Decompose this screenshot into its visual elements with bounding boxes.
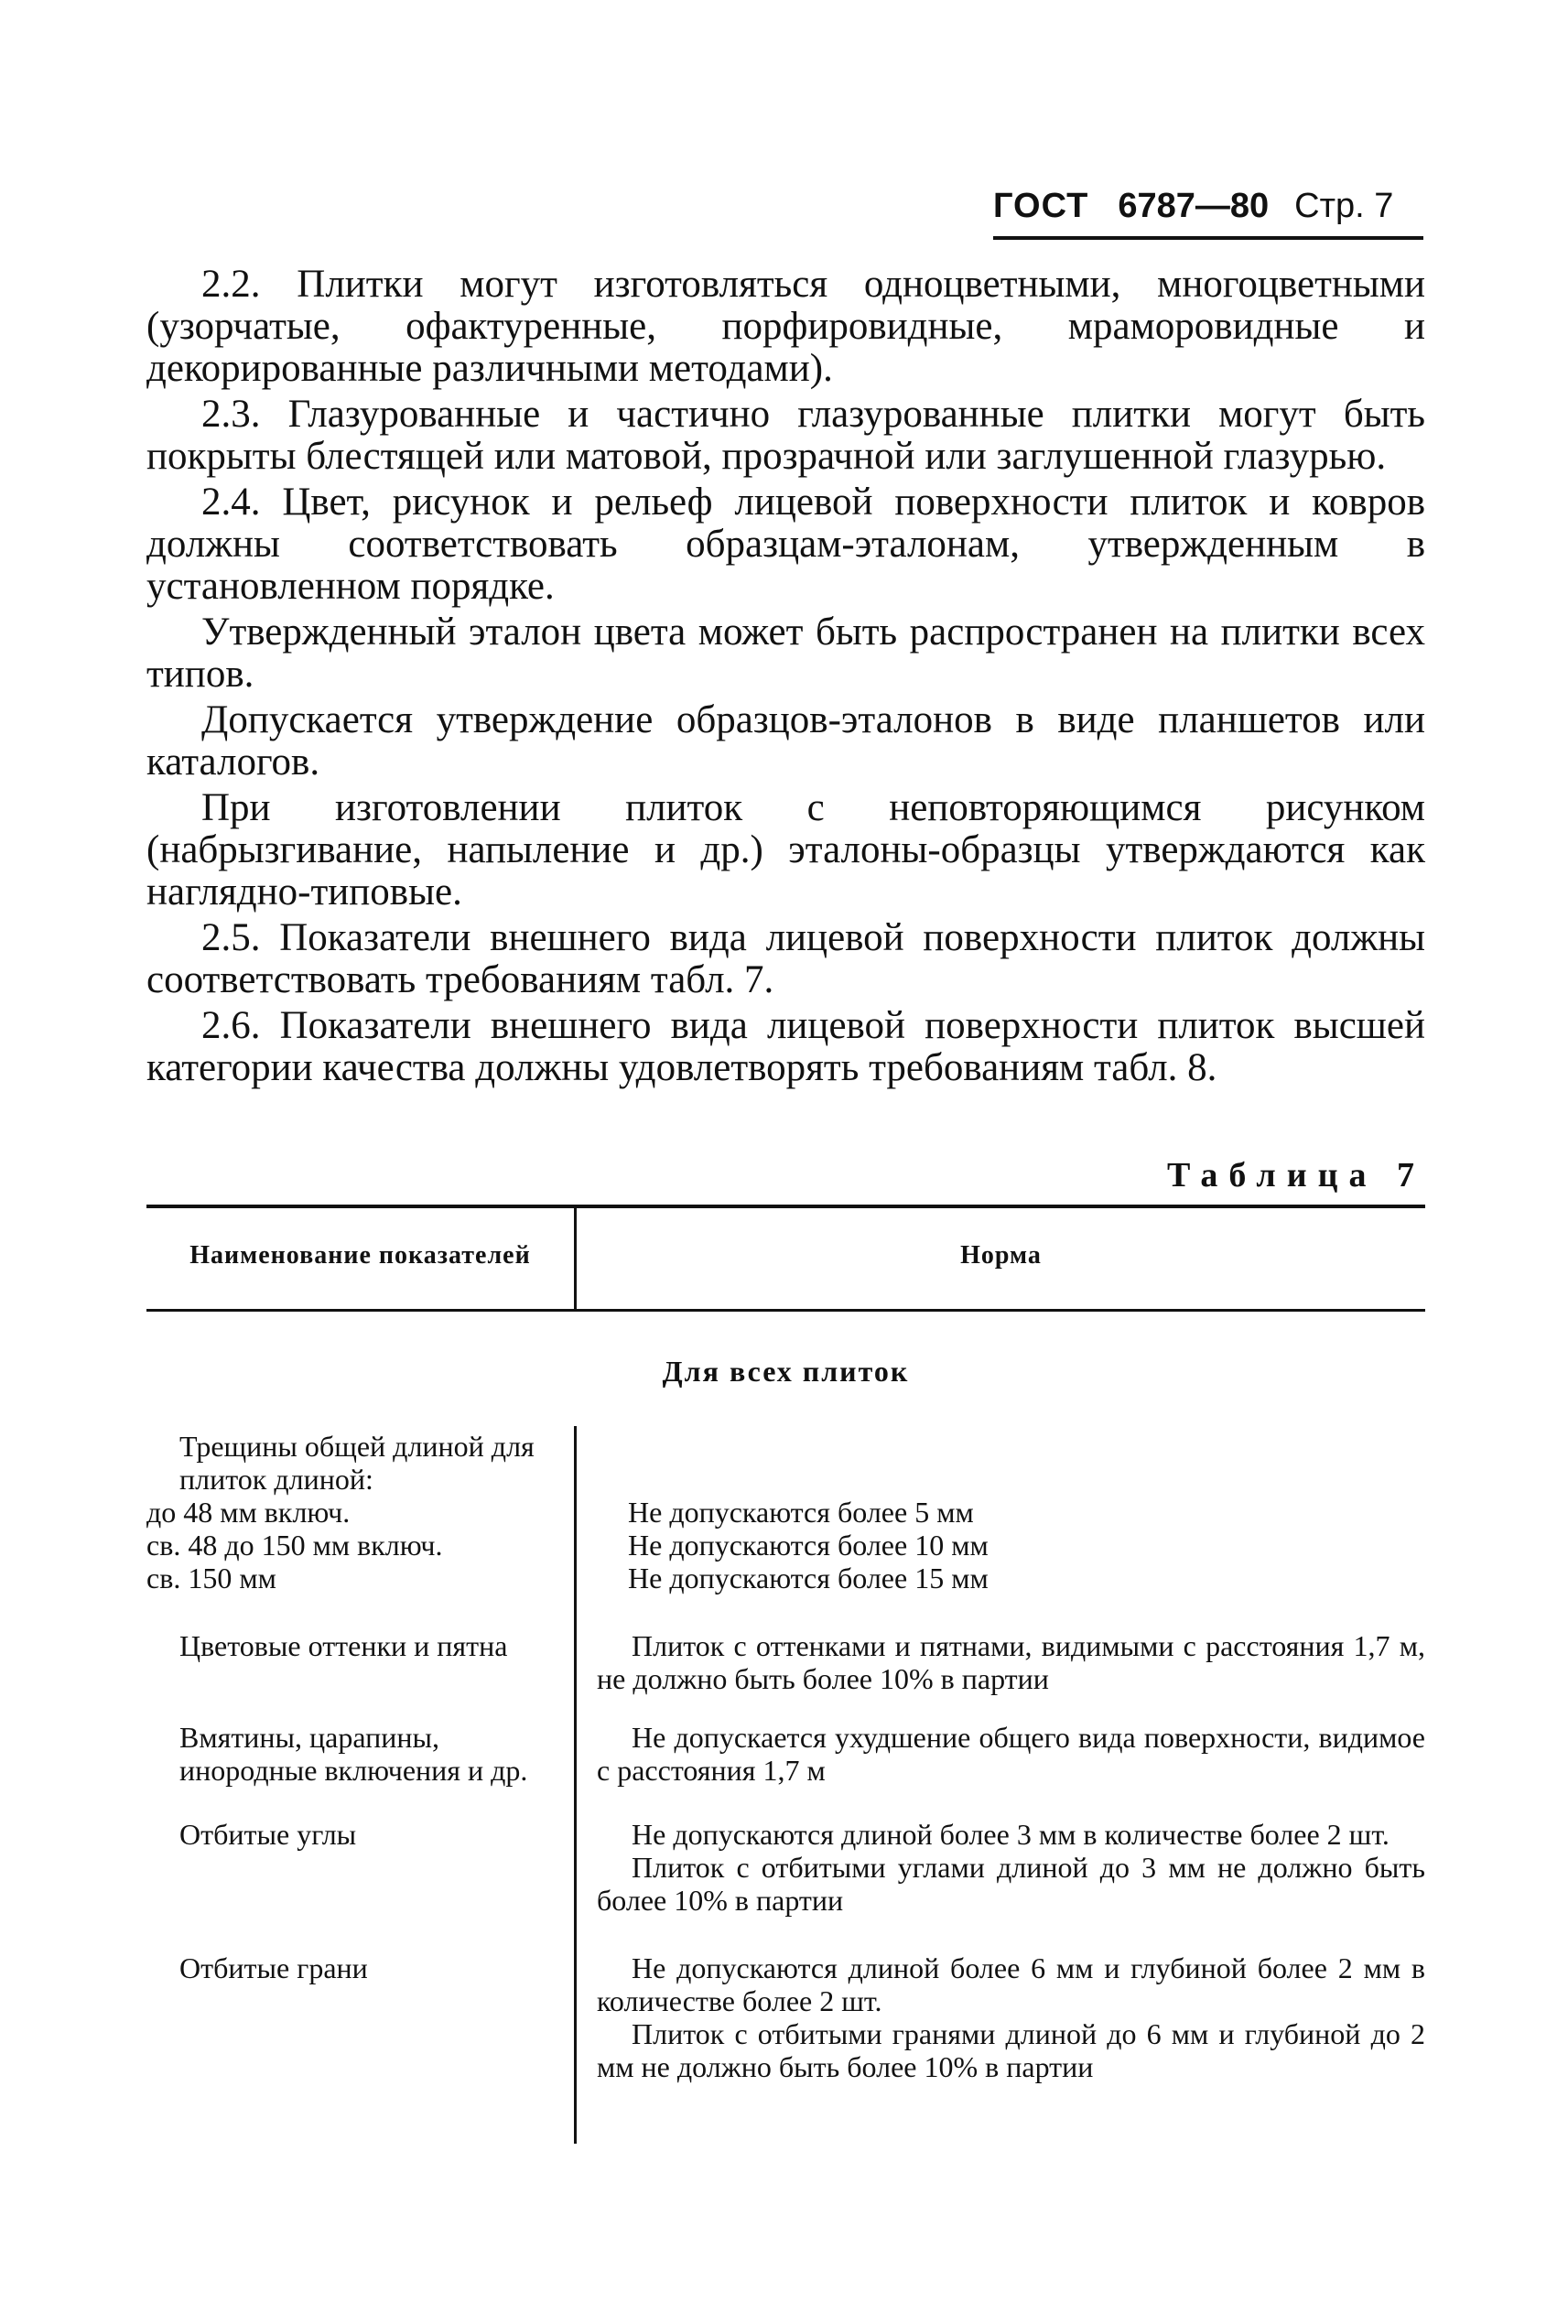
corners-norm-1: Не допускаются длиной более 3 мм в количестве более 2 шт. — [632, 1818, 1390, 1851]
paragraph-2-4: 2.4. Цвет, рисунок и рельеф лицевой поверхности плиток и ковров должны соответствовать образцам-эталонам, утвержденным в установленном порядке. — [146, 481, 1425, 608]
paragraph-2-2: 2.2. Плитки могут изготовляться одноцветными, многоцветными (узорчатые, офактуренные, порфировидные, мраморовидные и декорированные различными методами). — [146, 263, 1425, 390]
paragraph-2-3: 2.3. Глазурованные и частично глазурованные плитки могут быть покрыты блестящей или матовой, прозрачной или заглушенной глазурью. — [146, 393, 1425, 478]
table-row-dents-norm — [597, 1721, 1425, 1787]
table-row-corners-norm — [597, 1818, 1425, 1917]
table-row-corners-name — [179, 1818, 546, 1851]
table-group-title: Для всех плиток — [662, 1355, 910, 1388]
standard-label: ГОСТ — [993, 187, 1089, 225]
table-row-edges-name — [179, 1951, 546, 1984]
dents-label: Вмятины, царапины, инородные включения и др. — [179, 1721, 528, 1787]
edges-norm-2: Плиток с отбитыми гранями длиной до 6 мм и глубиной до 2 мм не должно быть более 10% в партии — [597, 2017, 1425, 2083]
shades-label: Цветовые оттенки и пятна — [179, 1629, 508, 1662]
shades-norm-1: Плиток с оттенками и пятнами, видимыми с расстояния 1,7 м, не должно быть более 10% в партии — [597, 1629, 1425, 1695]
paragraph-2-5: 2.5. Показатели внешнего вида лицевой поверхности плиток должны соответствовать требованиям табл. 7. — [146, 916, 1425, 1001]
table-row-cracks-norm — [597, 1496, 1425, 1594]
page-header — [993, 187, 1423, 226]
cracks-label: Трещины общей длиной для плиток длиной: — [179, 1430, 535, 1496]
page-number: Стр. 7 — [1294, 187, 1394, 225]
dents-norm-1: Не допускается ухудшение общего вида поверхности, видимое с расстояния 1,7 м — [597, 1721, 1425, 1787]
body-text — [146, 264, 1425, 1093]
table-header-rule — [146, 1309, 1425, 1312]
table-top-rule — [146, 1205, 1425, 1208]
paragraph-2-6: 2.6. Показатели внешнего вида лицевой поверхности плиток высшей категории качества должны удовлетворять требованиям табл. 8. — [146, 1004, 1425, 1089]
table-row-cracks-name — [146, 1430, 546, 1594]
paragraph-non-repeating: При изготовлении плиток с неповторяющимся рисунком (набрызгивание, напыление и др.) эталоны-образцы утверждаются как наглядно-типовые. — [146, 786, 1425, 913]
corners-label: Отбитые углы — [179, 1818, 357, 1851]
cracks-sub-1: до 48 мм включ. — [146, 1496, 351, 1529]
standard-number: 6787—80 — [1118, 187, 1270, 225]
corners-norm-2: Плиток с отбитыми углами длиной до 3 мм не должно быть более 10% в партии — [597, 1851, 1425, 1917]
table-caption: Таблица 7 — [1166, 1156, 1425, 1194]
paragraph-color-standard: Утвержденный эталон цвета может быть распространен на плитки всех типов. — [146, 611, 1425, 696]
edges-label: Отбитые грани — [179, 1951, 368, 1984]
paragraph-planchettes: Допускается утверждение образцов-эталонов в виде планшетов или каталогов. — [146, 698, 1425, 784]
cracks-norm-3: Не допускаются более 15 мм — [628, 1562, 989, 1594]
table-row-edges-norm — [597, 1951, 1425, 2083]
table-column-separator — [574, 1426, 577, 2144]
header-rule — [993, 236, 1423, 240]
cracks-norm-1: Не допускаются более 5 мм — [628, 1496, 974, 1529]
cracks-sub-3: св. 150 мм — [146, 1562, 276, 1594]
table-row-dents-name — [179, 1721, 546, 1787]
cracks-norm-2: Не допускаются более 10 мм — [628, 1529, 989, 1562]
table-row-shades-norm — [597, 1629, 1425, 1695]
table-header-name: Наименование показателей — [189, 1241, 531, 1270]
table-header-norm: Норма — [960, 1241, 1042, 1270]
table-row-shades-name — [179, 1629, 546, 1662]
edges-norm-1: Не допускаются длиной более 6 мм и глубиной более 2 мм в количестве более 2 шт. — [597, 1951, 1425, 2017]
cracks-sub-2: св. 48 до 150 мм включ. — [146, 1529, 443, 1562]
